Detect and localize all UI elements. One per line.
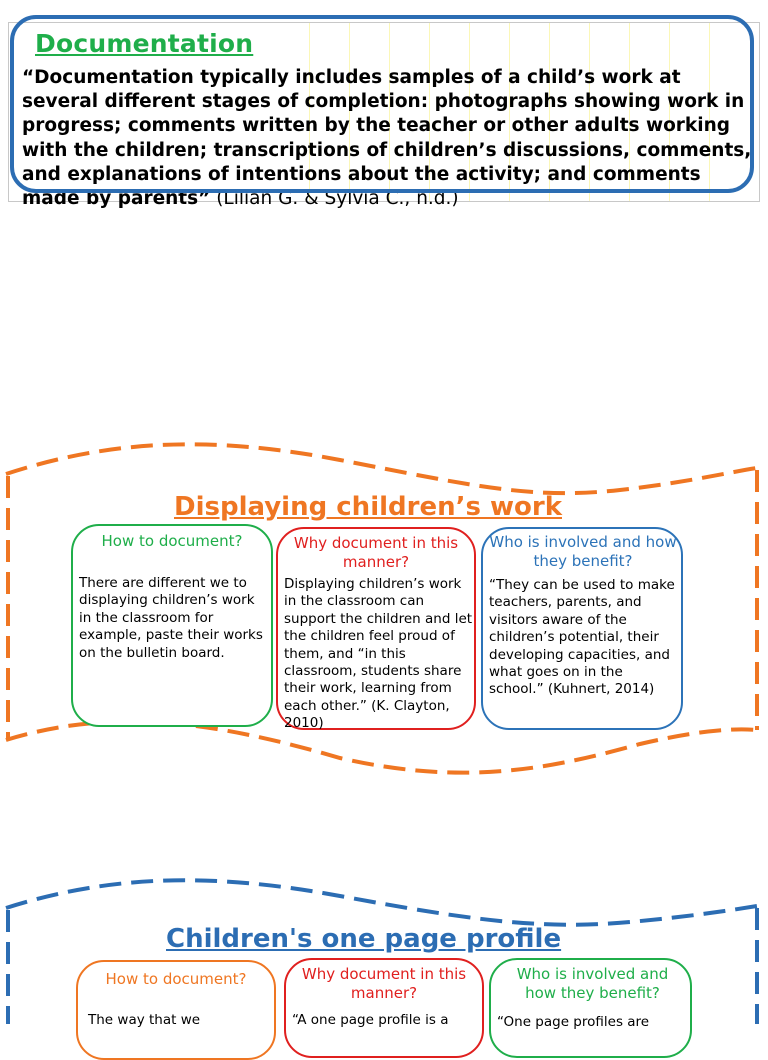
section-title-displaying-work: Displaying children’s work — [174, 492, 562, 522]
card-heading: How to document? — [101, 532, 243, 550]
card-how-to-document — [71, 524, 273, 727]
card-body: Displaying children’s work in the classroom can support the children and let the children feel proud of them, and “in this classroom, students share their work, learning from each other.” (K. Clayton, 2010) — [284, 576, 473, 732]
card-why-document — [284, 958, 484, 1058]
card-heading: Why document in this manner? — [301, 965, 467, 1002]
documentation-callout-box — [10, 15, 754, 193]
card-body: “A one page profile is a — [292, 1012, 449, 1028]
card-heading: Who is involved and how they benefit? — [516, 965, 669, 1002]
card-body: There are different we to displaying children’s work in the classroom for example, paste their works on the bulletin board. — [79, 575, 263, 661]
card-body: “One page profiles are — [497, 1014, 650, 1030]
card-why-document — [276, 527, 476, 730]
card-how-to-document — [76, 960, 276, 1060]
card-body: “They can be used to make teachers, parents, and visitors aware of the children’s potential, their developing capacities, and what goes on in the school.” (Kuhnert, 2014) — [489, 577, 675, 698]
quote-citation: (Lilian G. & Sylvia C., n.d.) — [210, 188, 459, 210]
documentation-title: Documentation — [35, 29, 254, 58]
card-body: The way that we — [88, 1012, 201, 1028]
quote-text: “Documentation typically includes samples of a child’s work at several different stages of completion: photographs showing work in progress; comments written by the teacher or other adults working with the children; transcriptions of children’s discussions, comments, and explanations of intentions about the activity; and comments made by parents” — [22, 67, 752, 210]
card-heading: Why document in this manner? — [293, 534, 459, 571]
card-heading: Who is involved and how they benefit? — [489, 533, 677, 570]
card-heading: How to document? — [105, 970, 247, 988]
section-title-one-page-profile: Children's one page profile — [166, 924, 562, 954]
card-who-is-involved — [489, 958, 692, 1058]
card-who-is-involved — [481, 527, 683, 730]
